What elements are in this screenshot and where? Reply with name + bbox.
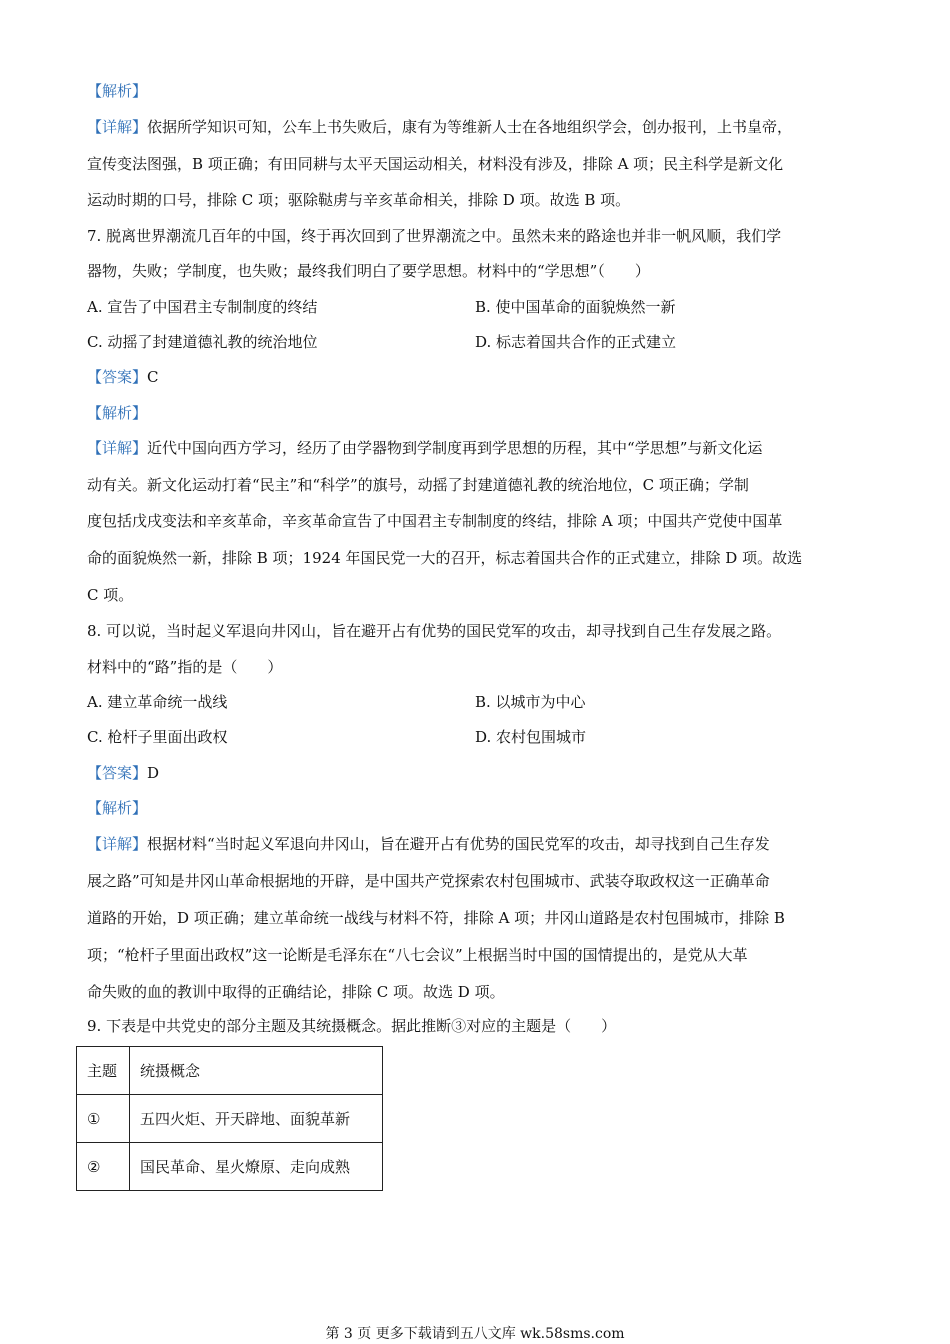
q7-detail-line-5: C 项。 — [87, 586, 134, 604]
table-row — [77, 1143, 383, 1191]
q7-option-c: C. 动摇了封建道德礼教的统治地位 — [87, 333, 318, 351]
q7-answer-value: C — [147, 368, 159, 386]
q7-detail-line-1: 【详解】近代中国向西方学习，经历了由学器物到学制度再到学思想的历程，其中“学思想”与新文化运 — [87, 439, 763, 457]
q8-detail-line-1: 【详解】根据材料“当时起义军退向井冈山，旨在避开占有优势的国民党军的攻击，却寻找到自己生存发 — [87, 835, 770, 853]
q9-stem: 9. 下表是中共党史的部分主题及其统摄概念。据此推断③对应的主题是（ ） — [87, 1017, 617, 1035]
page-footer: 第 3 页 更多下载请到五八文库 wk.58sms.com — [325, 1326, 625, 1342]
q6-detail-tag: 【详解】 — [87, 118, 148, 136]
q7-option-a: A. 宣告了中国君主专制制度的终结 — [87, 298, 318, 316]
q8-analysis-tag: 【解析】 — [87, 799, 148, 817]
q8-detail-tag: 【详解】 — [87, 835, 148, 853]
q7-detail-line-3: 度包括戊戌变法和辛亥革命，辛亥革命宣告了中国君主专制制度的终结，排除 A 项；中国共产党使中国革 — [87, 512, 783, 530]
q8-detail-line-5: 命失败的血的教训中取得的正确结论，排除 C 项。故选 D 项。 — [87, 983, 505, 1001]
q8-answer-value: D — [147, 764, 160, 782]
q8-option-b: B. 以城市为中心 — [475, 693, 586, 711]
q8-detail-line-3: 道路的开始，D 项正确；建立革命统一战线与材料不符，排除 A 项；井冈山道路是农村包围城市，排除 B — [87, 909, 785, 927]
q7-detail-tag: 【详解】 — [87, 439, 148, 457]
q7-answer: 【答案】C — [87, 368, 159, 386]
q8-option-a: A. 建立革命统一战线 — [87, 693, 228, 711]
q7-stem-line-2: 器物，失败；学制度，也失败；最终我们明白了要学思想。材料中的“学思想”（ ） — [87, 262, 650, 280]
q8-option-c: C. 枪杆子里面出政权 — [87, 728, 228, 746]
q8-answer: 【答案】D — [87, 764, 160, 782]
table-cell: 国民革命、星火燎原、走向成熟 — [130, 1143, 383, 1191]
table-header-row — [77, 1047, 383, 1095]
q6-detail-line-1: 【详解】依据所学知识可知，公车上书失败后，康有为等维新人士在各地组织学会，创办报刊，上书皇帝， — [87, 118, 793, 136]
q8-detail-line-2: 展之路”可知是井冈山革命根据地的开辟，是中国共产党探索农村包围城市、武装夺取政权这一正确革命 — [87, 872, 770, 890]
q8-stem-line-2: 材料中的“路”指的是（ ） — [87, 658, 283, 676]
q7-detail-line-2: 动有关。新文化运动打着“民主”和“科学”的旗号，动摇了封建道德礼教的统治地位，C 项正确；学制 — [87, 476, 749, 494]
table-header-cell: 统摄概念 — [130, 1047, 383, 1095]
q6-detail-line-3: 运动时期的口号，排除 C 项；驱除鞑虏与辛亥革命相关，排除 D 项。故选 B 项。 — [87, 191, 631, 209]
q7-option-b: B. 使中国革命的面貌焕然一新 — [475, 298, 676, 316]
q9-table — [76, 1046, 383, 1191]
q7-stem-line-1: 7. 脱离世界潮流几百年的中国，终于再次回到了世界潮流之中。虽然未来的路途也并非一帆风顺，我们学 — [87, 227, 782, 245]
q7-detail-line-4: 命的面貌焕然一新，排除 B 项；1924 年国民党一大的召开，标志着国共合作的正式建立，排除 D 项。故选 — [87, 549, 803, 567]
q8-detail-line-4: 项；“枪杆子里面出政权”这一论断是毛泽东在“八七会议”上根据当时中国的国情提出的，是党从大革 — [87, 946, 748, 964]
table-header-cell: 主题 — [77, 1047, 130, 1095]
q8-option-d: D. 农村包围城市 — [475, 728, 587, 746]
table-cell: 五四火炬、开天辟地、面貌革新 — [130, 1095, 383, 1143]
table-row — [77, 1095, 383, 1143]
q6-detail-line-2: 宣传变法图强，B 项正确；有田同耕与太平天国运动相关，材料没有涉及，排除 A 项；民主科学是新文化 — [87, 155, 784, 173]
q7-analysis-tag: 【解析】 — [87, 404, 148, 422]
table-cell: ② — [77, 1143, 130, 1191]
q7-option-d: D. 标志着国共合作的正式建立 — [475, 333, 677, 351]
q6-analysis-tag: 【解析】 — [87, 82, 148, 100]
q8-stem-line-1: 8. 可以说，当时起义军退向井冈山，旨在避开占有优势的国民党军的攻击，却寻找到自己生存发展之路。 — [87, 622, 782, 640]
table-cell: ① — [77, 1095, 130, 1143]
